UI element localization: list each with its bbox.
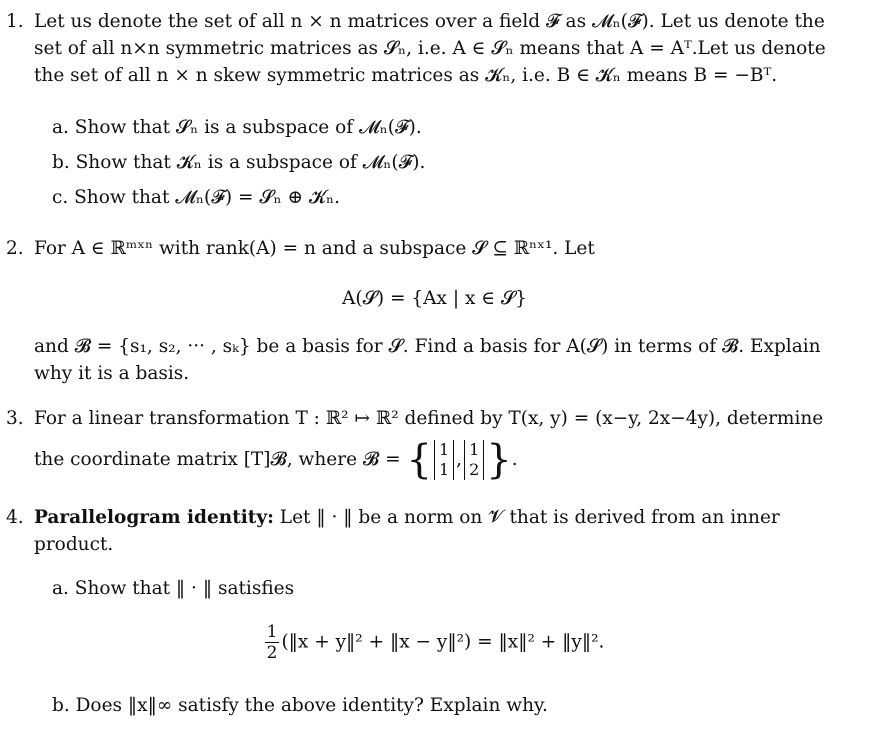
problem-1-part-c: c. Show that 𝓜ₙ(𝓕) = 𝓢ₙ ⊕ 𝓚ₙ. xyxy=(52,187,340,208)
fraction-denominator: 2 xyxy=(266,643,278,663)
problem-3 xyxy=(6,405,862,483)
problem-number: 1. xyxy=(6,11,24,32)
vector-entry: 1 xyxy=(438,440,450,459)
vector-entry: 1 xyxy=(438,460,450,479)
display-equation: A(𝓢) = {Ax | x ∈ 𝓢} xyxy=(342,288,527,309)
basis-vector xyxy=(464,440,484,480)
problem-text-line: the coordinate matrix [T]𝓑, where 𝓑 = { 1 1 , 1 2 }. xyxy=(34,437,518,483)
problem-text-line: the set of all n × n skew symmetric matrices as 𝓚ₙ, i.e. B ∈ 𝓚ₙ means B = −Bᵀ. xyxy=(34,65,778,86)
problem-heading: Parallelogram identity: xyxy=(34,507,274,528)
problem-number: 4. xyxy=(6,507,24,528)
problem-text-line: product. xyxy=(34,534,114,555)
problem-text-line: For A ∈ ℝᵐˣⁿ with rank(A) = n and a subspace 𝓢 ⊆ ℝⁿˣ¹. Let xyxy=(34,238,595,259)
problem-intro: Let ‖ · ‖ be a norm on 𝓥 that is derived from an inner xyxy=(279,507,780,528)
problem-1 xyxy=(6,8,862,89)
problem-number: 3. xyxy=(6,408,24,429)
problem-1-part-a: a. Show that 𝓢ₙ is a subspace of 𝓜ₙ(𝓕). xyxy=(52,117,422,138)
basis-brace-open: { xyxy=(406,437,432,483)
problem-4-part-a: a. Show that ‖ · ‖ satisfies xyxy=(52,578,295,599)
problem-2-continued xyxy=(6,333,862,387)
problem-1-part-b: b. Show that 𝓚ₙ is a subspace of 𝓜ₙ(𝓕). xyxy=(52,152,426,173)
problem-4 xyxy=(6,504,862,558)
fraction-numerator: 1 xyxy=(266,622,278,642)
basis-vector xyxy=(434,440,454,480)
vector-entry: 2 xyxy=(469,460,480,479)
identity-body: (‖x + y‖² + ‖x − y‖²) = ‖x‖² + ‖y‖². xyxy=(281,631,605,653)
coordinate-matrix-text: the coordinate matrix [T]𝓑, where 𝓑 = xyxy=(34,449,401,470)
problem-text-line: For a linear transformation T : ℝ² ↦ ℝ² defined by T(x, y) = (x−y, 2x−4y), determine xyxy=(34,408,824,429)
problem-text-line: Let us denote the set of all n × n matrices over a field 𝓕 as 𝓜ₙ(𝓕). Let us denote the xyxy=(34,11,825,32)
identity-equation xyxy=(0,622,869,663)
problem-number: 2. xyxy=(6,238,24,259)
problem-2 xyxy=(6,235,862,262)
vector-entry: 1 xyxy=(469,440,480,459)
problem-text-line: and 𝓑 = {s₁, s₂, ··· , sₖ} be a basis for 𝓢. Find a basis for A(𝓢) in terms of 𝓑. Explain xyxy=(34,336,821,357)
fraction xyxy=(265,622,280,663)
problem-text-line: set of all n×n symmetric matrices as 𝓢ₙ, i.e. A ∈ 𝓢ₙ means that A = Aᵀ.Let us denote xyxy=(34,38,826,59)
problem-text-line xyxy=(34,504,862,531)
problem-4-part-b: b. Does ‖x‖∞ satisfy the above identity? Explain why. xyxy=(52,695,548,716)
problem-text-line: why it is a basis. xyxy=(34,363,190,384)
basis-brace-close: } xyxy=(486,437,512,483)
